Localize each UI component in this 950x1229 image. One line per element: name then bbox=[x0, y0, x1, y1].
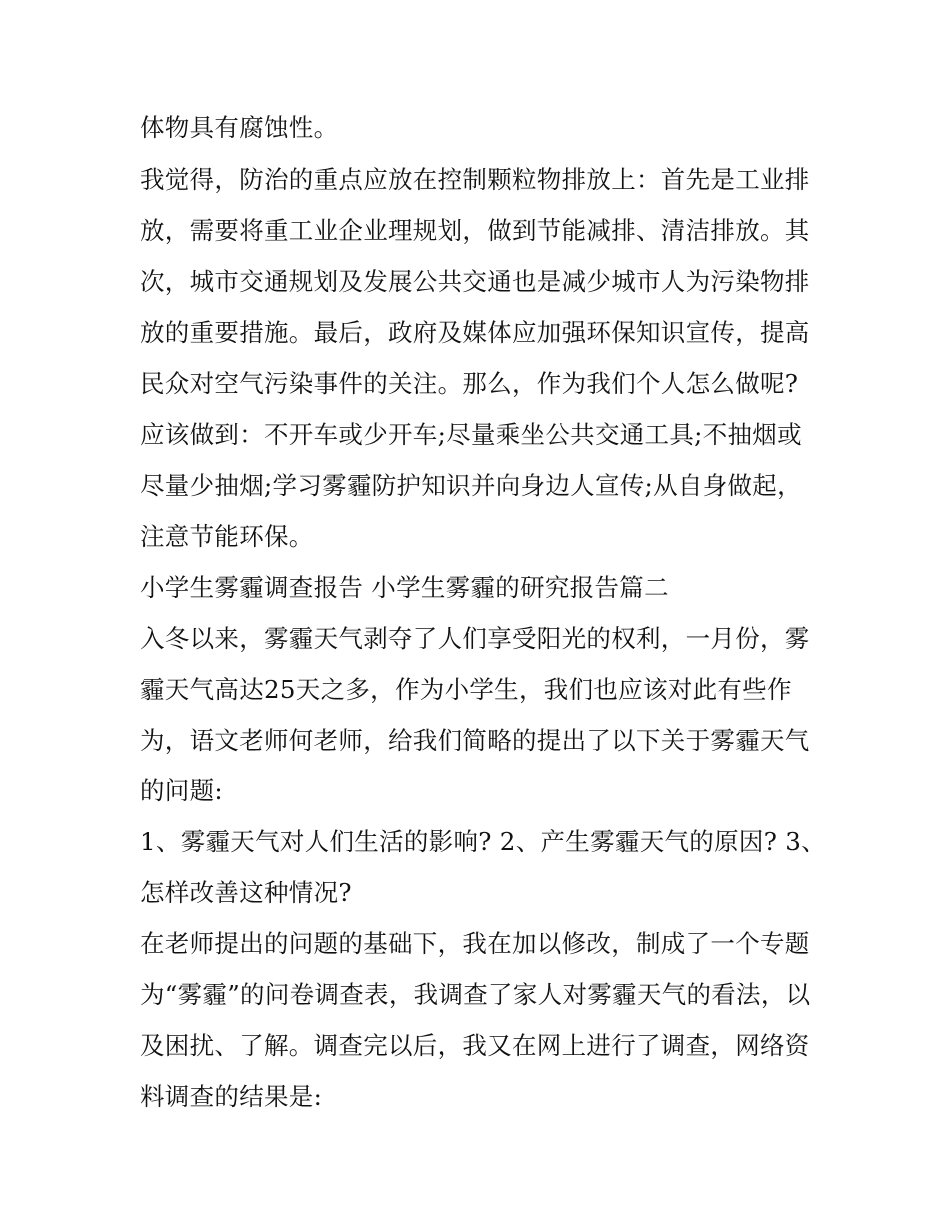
text-line: 放，需要将重工业企业理规划，做到节能减排、清洁排放。其 bbox=[140, 216, 810, 245]
text-line: 尽量少抽烟;学习雾霾防护知识并向身边人宣传;从自身做起， bbox=[140, 471, 802, 500]
text-line: 在老师提出的问题的基础下，我在加以修改，制成了一个专题 bbox=[140, 929, 810, 958]
text-line: 注意节能环保。 bbox=[140, 522, 314, 551]
text-line: 为“雾霾”的问卷调查表，我调查了家人对雾霾天气的看法，以 bbox=[140, 980, 811, 1009]
text-line: 民众对空气污染事件的关注。那么，作为我们个人怎么做呢? bbox=[140, 369, 799, 398]
text-line: 为，语文老师何老师，给我们简略的提出了以下关于雾霾天气 bbox=[140, 726, 810, 755]
text-line: 霾天气高达25天之多，作为小学生，我们也应该对此有些作 bbox=[140, 675, 792, 704]
text-line: 入冬以来，雾霾天气剥夺了人们享受阳光的权利，一月份，雾 bbox=[140, 624, 810, 653]
text-line: 料调查的结果是: bbox=[140, 1082, 323, 1111]
text-line: 放的重要措施。最后，政府及媒体应加强环保知识宣传，提高 bbox=[140, 318, 810, 347]
text-line: 1、雾霾天气对人们生活的影响? 2、产生雾霾天气的原因? 3、 bbox=[140, 827, 826, 856]
text-line: 的问题: bbox=[140, 776, 223, 805]
section-heading: 小学生雾霾调查报告 小学生雾霾的研究报告篇二 bbox=[140, 573, 669, 602]
text-line: 应该做到：不开车或少开车;尽量乘坐公共交通工具;不抽烟或 bbox=[140, 420, 802, 449]
text-line: 我觉得，防治的重点应放在控制颗粒物排放上：首先是工业排 bbox=[140, 165, 810, 194]
text-line: 次，城市交通规划及发展公共交通也是减少城市人为污染物排 bbox=[140, 267, 810, 296]
text-line: 怎样改善这种情况? bbox=[140, 878, 352, 907]
text-line: 体物具有腐蚀性。 bbox=[140, 113, 339, 142]
text-line: 及困扰、了解。调查完以后，我又在网上进行了调查，网络资 bbox=[140, 1031, 810, 1060]
